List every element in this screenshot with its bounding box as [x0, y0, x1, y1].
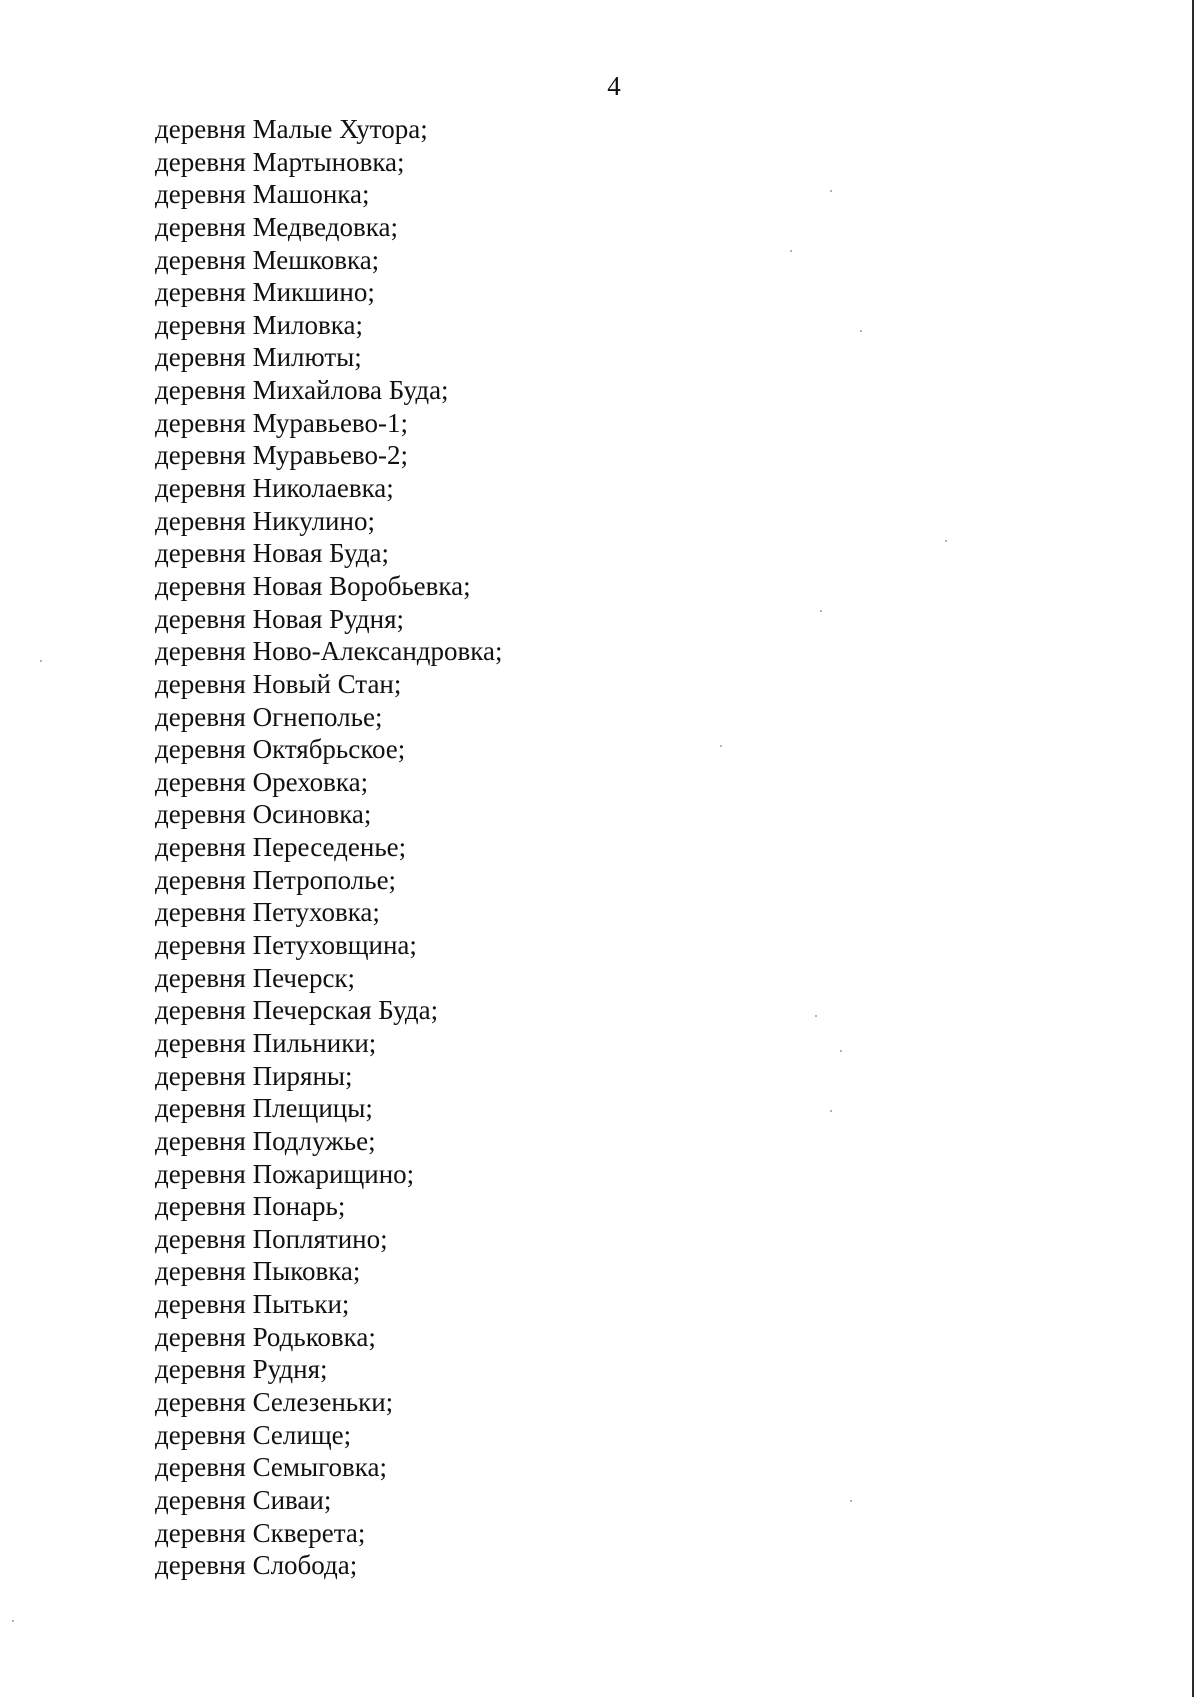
list-item: деревня Новая Буда; [155, 538, 389, 569]
list-item: деревня Новая Воробьевка; [155, 570, 471, 601]
village-list [155, 113, 502, 1582]
list-item: деревня Малые Хутора; [155, 114, 428, 144]
list-item: деревня Печерск; [155, 962, 356, 993]
list-item: деревня Поплятино; [155, 1223, 388, 1254]
list-item: деревня Петрополье; [155, 864, 397, 895]
scan-speck [860, 330, 862, 332]
list-item: деревня Пыковка; [155, 1256, 361, 1287]
scan-speck [840, 1050, 842, 1052]
scan-speck [945, 540, 947, 542]
list-item: деревня Селезеньки; [155, 1386, 394, 1417]
list-item: деревня Пожарищино; [155, 1158, 415, 1189]
scan-speck [820, 610, 822, 612]
list-item: деревня Селище; [155, 1419, 352, 1450]
list-item: деревня Милюты; [155, 342, 362, 373]
list-item: деревня Муравьево-1; [155, 407, 408, 438]
list-item: деревня Скверета; [155, 1517, 366, 1548]
scan-speck [815, 1015, 817, 1017]
list-item: деревня Пиряны; [155, 1060, 353, 1091]
list-item: деревня Родьковка; [155, 1321, 376, 1352]
list-item: деревня Сиваи; [155, 1484, 332, 1515]
scan-speck [720, 745, 722, 747]
list-item: деревня Новая Рудня; [155, 603, 405, 634]
list-item: деревня Понарь; [155, 1191, 346, 1222]
list-item: деревня Подлужье; [155, 1125, 376, 1156]
list-item: деревня Микшино; [155, 277, 375, 308]
list-item: деревня Переседенье; [155, 832, 407, 863]
scan-speck [40, 660, 42, 662]
scan-edge-line [1192, 0, 1194, 1697]
scan-speck [830, 1110, 832, 1112]
list-item: деревня Никулино; [155, 505, 375, 536]
list-item: деревня Николаевка; [155, 473, 394, 504]
scan-speck [850, 1500, 852, 1502]
list-item: деревня Муравьево-2; [155, 440, 408, 471]
list-item: деревня Медведовка; [155, 211, 398, 242]
list-item: деревня Миловка; [155, 309, 363, 340]
list-item: деревня Машонка; [155, 179, 370, 210]
list-item: деревня Семыговка; [155, 1452, 387, 1483]
list-item: деревня Пытьки; [155, 1289, 350, 1320]
list-item: деревня Огнеполье; [155, 701, 383, 732]
list-item: деревня Октябрьское; [155, 734, 406, 765]
scan-speck [830, 190, 832, 192]
page-number: 4 [607, 71, 621, 101]
scan-speck [790, 250, 792, 252]
scan-speck [12, 1620, 14, 1622]
list-item: деревня Петуховка; [155, 897, 380, 928]
list-item: деревня Ореховка; [155, 766, 369, 797]
list-item: деревня Мешковка; [155, 244, 380, 275]
list-item: деревня Осиновка; [155, 799, 372, 830]
list-item: деревня Михайлова Буда; [155, 375, 449, 406]
list-item: деревня Рудня; [155, 1354, 328, 1385]
list-item: деревня Новый Стан; [155, 668, 402, 699]
list-item: деревня Плещицы; [155, 1093, 373, 1124]
list-item: деревня Ново-Александровка; [155, 636, 503, 667]
list-item: деревня Слобода; [155, 1550, 358, 1581]
list-item: деревня Петуховщина; [155, 930, 417, 961]
list-item: деревня Мартыновка; [155, 146, 405, 177]
list-item: деревня Печерская Буда; [155, 995, 439, 1026]
list-item: деревня Пильники; [155, 1027, 377, 1058]
